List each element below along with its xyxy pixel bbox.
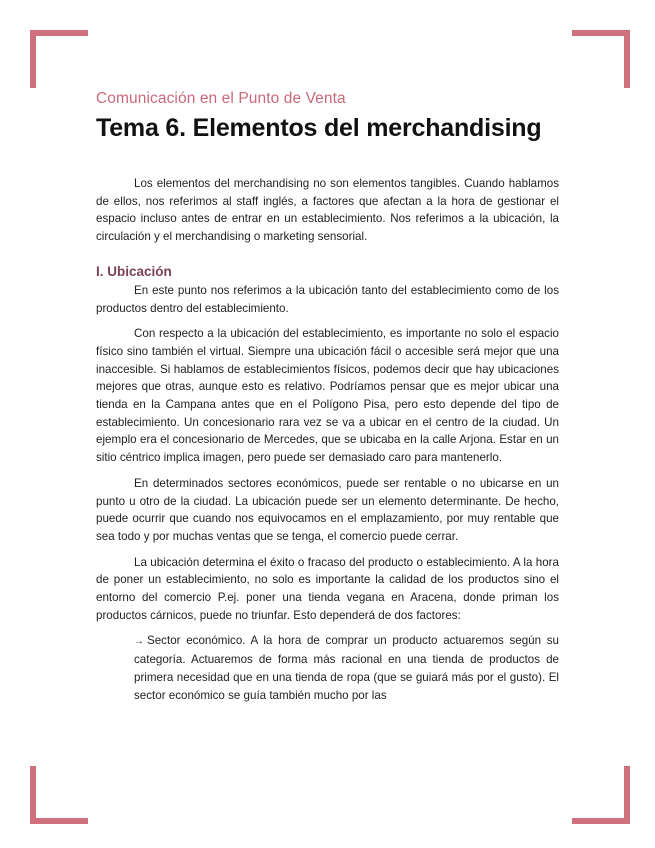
section-heading-ubicacion: I. Ubicación [96, 263, 172, 279]
document-body [96, 90, 559, 704]
bullet-item [134, 632, 559, 704]
paragraph-2: Con respecto a la ubicación del establecimiento, es importante no solo el espacio físico sino también el virtual. Siempre una ubicación fácil o accesible será mejor que una inaccesible. Si hablamos de establecimientos físicos, podemos decir que hay ubicaciones mejores que otras, aunque esto es relativo. Podríamos pensar que es mejor ubicar una tienda en la Campana antes que en el Polígono Pisa, pero esto depende del tipo de establecimiento. Un concesionario rara vez se va a ubicar en el centro de la ciudad. Un ejemplo era el concesionario de Mercedes, que se ubicaba en la calle Arjona. Estar en un sitio céntrico implica imagen, pero puede ser demasiado caro para mantenerlo. [96, 327, 559, 465]
arrow-icon: → [134, 636, 144, 648]
bullet-text: Sector económico. A la hora de comprar un producto actuaremos según su categoría. Actuaremos de forma más racional en una tienda de productos de primera necesidad que en una tienda de ropa (que se guiará más por el gusto). El sector económico se guía también mucho por las [134, 634, 559, 702]
paragraph-4: La ubicación determina el éxito o fracaso del producto o establecimiento. A la hora de poner un establecimiento, no solo es importante la calidad de los productos sino el entorno del comercio P.ej. poner una tienda vegana en Aracena, donde priman los productos cárnicos, puede no triunfar. Esto dependerá de dos factores: [96, 555, 559, 622]
page-title: Tema 6. Elementos del merchandising [96, 114, 542, 142]
corner-bracket-top-right [572, 30, 630, 88]
paragraph-3: En determinados sectores económicos, puede ser rentable o no ubicarse en un punto u otro de la ciudad. La ubicación puede ser un elemento determinante. De hecho, puede ocurrir que cuando nos equivocamos en el emplazamiento, por muy rentable que sea todo y por muchas ventas que se tenga, el comercio puede cerrar. [96, 476, 559, 543]
subject-header: Comunicación en el Punto de Venta [96, 90, 346, 107]
intro-paragraph: Los elementos del merchandising no son elementos tangibles. Cuando hablamos de ellos, nos referimos al staff inglés, a factores que afectan a la hora de gestionar el espacio incluso antes de entrar en un establecimiento. Nos referimos a la ubicación, la circulación y el merchandising o marketing sensorial. [96, 177, 559, 244]
corner-bracket-bottom-right [572, 766, 630, 824]
corner-bracket-bottom-left [30, 766, 88, 824]
corner-bracket-top-left [30, 30, 88, 88]
paragraph-1: En este punto nos referimos a la ubicación tanto del establecimiento como de los productos dentro del establecimiento. [96, 283, 559, 315]
